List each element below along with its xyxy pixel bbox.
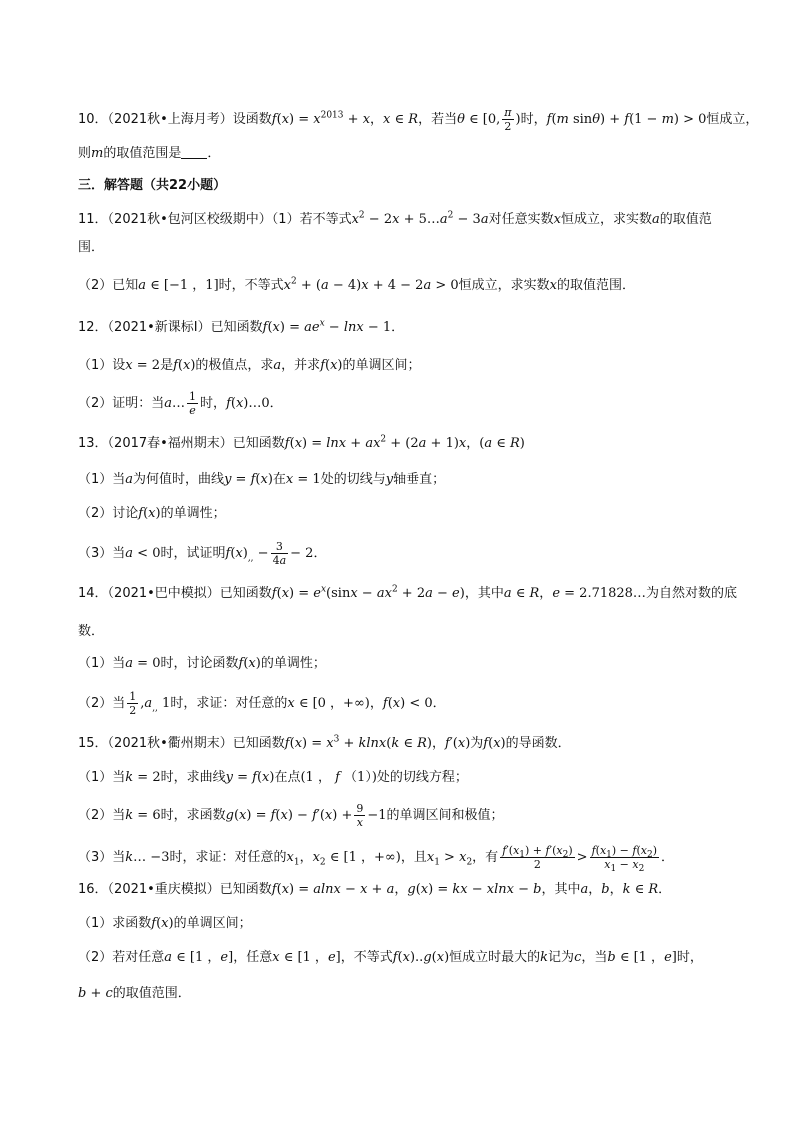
q13-part2: （2）讨论f(x)的单调性；	[78, 506, 226, 521]
q13-line1: 13．（2017春•福州期末）已知函数$f(x) = \ln x + ax^2 + (2a + 1)x$，(a ∈ R)	[78, 434, 525, 451]
q15-line1: 15．（2021秋•衢州期末）已知函数$f(x) = x^3 + klnx(k$ ∈ R)，f′(x)为f(x)的导函数．	[78, 734, 571, 751]
q13-part1: （1）当a为何值时，曲线y = f(x)在x = 1处的切线与y轴垂直；	[78, 472, 446, 487]
q15-part1: （1）当k = 2时，求曲线y = f(x)在点(1 ， f （1）)处的切线方程；	[78, 770, 468, 785]
q14-line1: 14．（2021•巴中模拟）已知函数$f(x) = e^x(\sin x - ax^2 + 2a - e)$，其中a ∈ R，e = 2.71828…为自然对数的底	[78, 584, 737, 601]
q14-part1: （1）当a = 0时，讨论函数f(x)的单调性；	[78, 656, 326, 671]
q14-line2: 数．	[78, 624, 105, 639]
q14-part2: （2）当 $\frac{1}{2}$ $,a_{,,}$ 1时，求证：对任意的x ∈ [0 ，+∞)，f(x) < 0．	[78, 690, 446, 717]
q16-part2: （2）若对任意a ∈ [1 ，e]，任意x ∈ [1 ，e]，不等式f(x)..g(x)恒成立时最大的k记为c，当b ∈ [1 ，e]时，	[78, 950, 703, 965]
q11-part2: （2）已知a ∈ [−1 ，1]时，不等式$x^2 + (a - 4)x + 4 - 2a > 0$恒成立，求实数x的取值范围．	[78, 276, 636, 293]
q10-line1: 10．（2021秋•上海月考）设函数$f(x) = x^{2013} + x$，x ∈ R，若当θ ∈ [0, $\frac{\pi}{2}$ )时，f(m sinθ) + f(1 − m) > 0恒成立，	[78, 106, 759, 133]
q15-part3: （3）当k… −3时，求证：对任意的$x_1$，$x_2$ ∈ [1 ，+∞)，且$x_1 > x_2$，有 $\frac{f'(x_1) + f'(x_2)}{2}$ > $\frac{f(x_1) - f(x_2)}{x_1 - x_2}$ ．	[78, 844, 675, 875]
q12-part1: （1）设x = 2是f(x)的极值点，求a，并求f(x)的单调区间；	[78, 358, 421, 373]
q15-part2: （2）当k = 6时，求函数g(x) = f(x) − f′(x) + $\frac{9}{x}$ −1的单调区间和极值；	[78, 802, 504, 829]
q12-line1: 12．（2021•新课标Ⅰ）已知函数$f(x) = ae^x - \ln x - 1$．	[78, 318, 405, 335]
section-title: 三．解答题（共22小题）	[78, 178, 227, 193]
q13-part3: （3）当a < 0时，试证明$f(x)_{,,}$ − $\frac{3}{4a}$ − 2．	[78, 540, 327, 567]
q11-line1: 11．（2021秋•包河区校级期中）（1）若不等式$x^2 - 2x$ + $5\dots a^2 - 3a$对任意实数x恒成立，求实数a的取值范	[78, 210, 712, 227]
q16-line1: 16．（2021•重庆模拟）已知函数f(x) = alnx − x + a，g(x) = kx − xlnx − b，其中a，b，k ∈ R．	[78, 882, 672, 897]
q10-line2: 则m的取值范围是 ．	[78, 146, 221, 161]
q12-part2: （2）证明：当a… $\frac{1}{e}$ 时，f(x)…0．	[78, 390, 283, 417]
q11-line2: 围．	[78, 240, 105, 255]
answer-blank	[181, 146, 207, 159]
q16-line-final: b + c的取值范围．	[78, 986, 191, 1001]
q16-part1: （1）求函数f(x)的单调区间；	[78, 916, 252, 931]
